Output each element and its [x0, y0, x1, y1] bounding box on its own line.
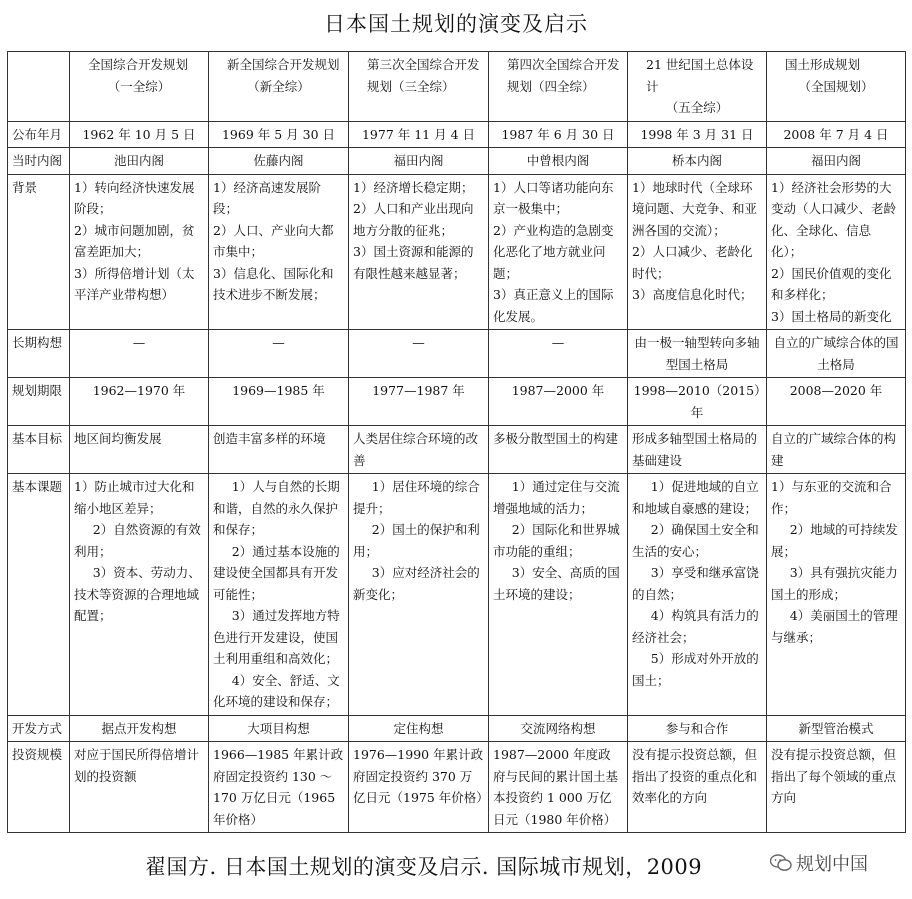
table-cell [628, 426, 767, 474]
table-cell [349, 426, 489, 474]
table-row [8, 474, 906, 716]
cell-text: 1）经济增长稳定期； [353, 179, 474, 195]
cell-text: 2）国际化和世界城市功能的重组； [493, 522, 620, 559]
cell-text: 对应于国民所得倍增计划的投资额 [74, 747, 200, 784]
cell-text: 据点开发构想 [101, 720, 177, 736]
table-cell [767, 378, 906, 426]
row-label: 开发方式 [8, 715, 70, 742]
cell-text: 1977—1987 年 [372, 383, 465, 398]
table-cell [489, 148, 628, 175]
cell-text: 1）居住环境的综合提升； [353, 479, 480, 516]
cell-text: 池田内阁 [113, 153, 164, 168]
table-row [8, 378, 906, 426]
cell-text: — [132, 335, 146, 350]
table-cell [628, 330, 767, 378]
table-cell [628, 715, 767, 742]
wechat-icon [770, 854, 792, 872]
table-cell [767, 121, 906, 148]
column-name: 第四次全国综合开发规划（四全综） [507, 57, 620, 94]
table-cell [767, 174, 906, 330]
table-cell [489, 742, 628, 833]
table-row [8, 426, 906, 474]
table-cell [70, 174, 209, 330]
cell-text: 福田内阁 [393, 153, 444, 168]
table-row [8, 121, 906, 148]
cell-text: 1962—1970 年 [92, 383, 186, 398]
cell-text: 1）促进地域的自立和地域自豪感的建设； [632, 479, 759, 516]
cell-text: 2）产业构造的急剧变化恶化了地方就业问题； [493, 222, 614, 281]
header-corner [8, 52, 70, 122]
header-row [8, 52, 906, 122]
citation-caption: 翟国方. 日本国土规划的演变及启示. 国际城市规划，2009 [145, 855, 703, 879]
table-cell [489, 715, 628, 742]
cell-text: 2）城市问题加剧，贫富差距加大； [74, 222, 195, 259]
cell-text: 3）所得倍增计划（太平洋产业带构想） [74, 265, 195, 302]
row-label: 背景 [8, 174, 70, 330]
cell-text: 2）确保国土安全和生活的安心； [632, 522, 759, 559]
table-cell [209, 378, 349, 426]
table-cell [209, 121, 349, 148]
cell-text: 1977 年 11 月 4 日 [361, 126, 476, 142]
cell-text: 2）国土的保护和利用； [353, 522, 480, 559]
cell-text: — [412, 335, 425, 350]
cell-text: 1998 年 3 月 31 日 [640, 126, 754, 142]
table-cell [349, 715, 489, 742]
column-header [70, 52, 209, 122]
cell-text: 1998—2010（2015）年 [633, 383, 761, 420]
cell-text: 1）与东亚的交流和合作； [771, 479, 892, 516]
table-row [8, 715, 906, 742]
planning-table [7, 51, 906, 833]
cell-text: 没有提示投资总额，但指出了每个领域的重点方向 [771, 747, 897, 805]
table-row [8, 148, 906, 175]
table-cell [489, 426, 628, 474]
cell-text: 3）安全、高质的国土环境的建设； [493, 565, 620, 602]
table-cell [349, 474, 489, 716]
cell-text: 2008—2020 年 [789, 383, 883, 398]
row-label: 公布年月 [8, 121, 70, 148]
column-header [489, 52, 628, 122]
table-cell [767, 474, 906, 716]
row-label: 当时内阁 [8, 148, 70, 175]
cell-text: 定住构想 [393, 720, 444, 736]
row-label: 规划期限 [8, 378, 70, 426]
cell-text: 3）国土格局的新变化 [771, 308, 892, 324]
cell-text: 3）享受和继承富饶的自然； [632, 565, 759, 602]
cell-text: 1）通过定住与交流增强地域的活力； [493, 479, 620, 516]
table-row [8, 174, 906, 330]
table-cell [209, 426, 349, 474]
cell-text: 人类居住综合环境的改善 [353, 431, 479, 468]
table-cell [628, 378, 767, 426]
cell-text: 3）具有强抗灾能力国土的形成； [771, 565, 898, 602]
cell-text: 形成多轴型国土格局的基础建设 [632, 431, 758, 468]
table-cell [628, 174, 767, 330]
cell-text: 由一极一轴型转向多轴型国土格局 [634, 335, 760, 372]
column-name: 21 世纪国土总体设计 [646, 57, 754, 94]
table-cell [70, 715, 209, 742]
cell-text: 参与和合作 [665, 720, 729, 736]
table-cell [349, 330, 489, 378]
cell-text: 3）应对经济社会的新变化； [353, 565, 480, 602]
table-cell [767, 715, 906, 742]
table-cell [70, 474, 209, 716]
cell-text: 2）人口和产业出现向地方分散的征兆； [353, 201, 474, 238]
watermark [770, 850, 868, 876]
table-row [8, 742, 906, 833]
table-cell [489, 330, 628, 378]
cell-text: 佐藤内阁 [253, 153, 304, 168]
table-cell [349, 121, 489, 148]
cell-text: 1）转向经济快速发展阶段； [74, 179, 195, 216]
column-name: 全国综合开发规划 [88, 57, 189, 72]
table-cell [209, 330, 349, 378]
cell-text: 3）信息化、国际化和技术进步不断发展； [213, 265, 334, 302]
cell-text: 多极分散型国土的构建 [493, 431, 619, 446]
table-cell [767, 426, 906, 474]
table-cell [628, 742, 767, 833]
cell-text: 1987 年 6 月 30 日 [501, 126, 615, 142]
column-header [628, 52, 767, 122]
cell-text: 中曾根内阁 [526, 153, 590, 168]
table-cell [209, 148, 349, 175]
table-cell [70, 330, 209, 378]
table-cell [767, 742, 906, 833]
table-cell [628, 121, 767, 148]
table-cell [489, 378, 628, 426]
cell-text: 2）人口减少、老龄化时代； [632, 244, 753, 281]
column-name: 新全国综合开发规划 [227, 57, 340, 72]
cell-text: 自立的广域综合体的国土格局 [773, 335, 899, 372]
cell-text: 1962 年 10 月 5 日 [82, 126, 196, 142]
row-label: 基本课题 [8, 474, 70, 716]
table-cell [70, 426, 209, 474]
table-cell [70, 148, 209, 175]
table-body [8, 52, 906, 833]
table-cell [628, 474, 767, 716]
table-cell [70, 121, 209, 148]
cell-text: 地区间均衡发展 [74, 431, 162, 446]
column-short: （全国规划） [798, 78, 874, 94]
column-name: 第三次全国综合开发规划（三全综） [367, 57, 480, 94]
cell-text: 1976—1990 年累计政府固定投资约 370 万亿日元（1975 年价格） [353, 747, 489, 805]
table-cell [767, 148, 906, 175]
cell-text: 1987—2000 年度政府与民间的累计国土基本投资约 1 000 万亿日元（1980 年价格） [493, 747, 619, 827]
cell-text: 自立的广域综合体的构建 [771, 431, 897, 468]
watermark-text: 规划中国 [796, 854, 868, 875]
cell-text: 创造丰富多样的环境 [213, 431, 326, 446]
cell-text: 1）经济高速发展阶段； [213, 179, 321, 216]
cell-text: 5）形成对外开放的国土； [632, 651, 759, 688]
cell-text: 4）安全、舒适、文化环境的建设和保存； [213, 672, 340, 709]
cell-text: 3）高度信息化时代； [632, 287, 753, 302]
column-header [767, 52, 906, 122]
cell-text: 1966—1985 年累计政府固定投资约 130 ～ 170 万亿日元（1965 年价格） [213, 747, 344, 827]
column-short: （新全综） [247, 78, 310, 94]
cell-text: 2008 年 7 月 4 日 [783, 126, 889, 142]
cell-text: 桥本内阁 [671, 153, 722, 168]
cell-text: 4）美丽国土的管理与继承； [771, 608, 898, 645]
cell-text: 1987—2000 年 [511, 383, 605, 398]
column-short: （五全综） [665, 100, 729, 115]
row-label: 投资规模 [8, 742, 70, 833]
table-cell [70, 378, 209, 426]
cell-text: 交流网络构想 [520, 720, 596, 736]
cell-text: 3）真正意义上的国际化发展。 [493, 287, 614, 324]
cell-text: 1）防止城市过大化和缩小地区差异； [74, 479, 195, 516]
row-label: 长期构想 [8, 330, 70, 378]
table-cell [349, 174, 489, 330]
cell-text: 3）资本、劳动力、技术等资源的合理地域配置； [74, 565, 201, 623]
cell-text: 2）自然资源的有效利用； [74, 522, 201, 559]
table-cell [70, 742, 209, 833]
cell-text: 福田内阁 [810, 153, 861, 168]
table-cell [349, 148, 489, 175]
cell-text: 3）国土资源和能源的有限性越来越显著； [353, 244, 474, 281]
cell-text: 2）地域的可持续发展； [771, 522, 898, 559]
cell-text: 4）构筑具有活力的经济社会； [632, 608, 759, 645]
column-short: （一全综） [107, 78, 171, 94]
cell-text: 2）通过基本设施的建设使全国都具有开发可能性； [213, 543, 340, 602]
cell-text: 2）国民价值观的变化和多样化； [771, 265, 892, 302]
table-cell [349, 742, 489, 833]
table-cell [209, 174, 349, 330]
cell-text: 新型管治模式 [798, 720, 874, 736]
cell-text: 1）地球时代（全球环境问题、大竞争、和亚洲各国的交流）； [632, 179, 758, 238]
table-cell [209, 715, 349, 742]
cell-text: 1969 年 5 月 30 日 [221, 126, 336, 142]
cell-text: 1）经济社会形势的大变动（人口减少、老龄化、全球化、信息化）； [771, 179, 897, 259]
column-name: 国土形成规划 [785, 57, 861, 72]
cell-text: — [272, 335, 285, 350]
cell-text: 2）人口、产业向大都市集中； [213, 222, 334, 259]
cell-text: 1）人口等诸功能向东京一极集中； [493, 179, 614, 216]
table-cell [209, 742, 349, 833]
column-header [349, 52, 489, 122]
table-row [8, 330, 906, 378]
cell-text: 3）通过发挥地方特色进行开发建设，使国土利用重组和高效化； [213, 608, 340, 666]
table-cell [628, 148, 767, 175]
table-cell [489, 474, 628, 716]
table-cell [767, 330, 906, 378]
cell-text: 1）人与自然的长期和谐，自然的永久保护和保存； [213, 479, 340, 537]
cell-text: 没有提示投资总额，但指出了投资的重点化和效率化的方向 [632, 747, 758, 805]
table-cell [349, 378, 489, 426]
table-cell [489, 174, 628, 330]
row-label: 基本目标 [8, 426, 70, 474]
column-header [209, 52, 349, 122]
cell-text: 1969—1985 年 [232, 383, 325, 398]
page-title: 日本国土规划的演变及启示 [324, 12, 588, 36]
cell-text: 大项目构想 [247, 720, 310, 736]
cell-text: — [551, 335, 565, 350]
table-cell [489, 121, 628, 148]
table-cell [209, 474, 349, 716]
